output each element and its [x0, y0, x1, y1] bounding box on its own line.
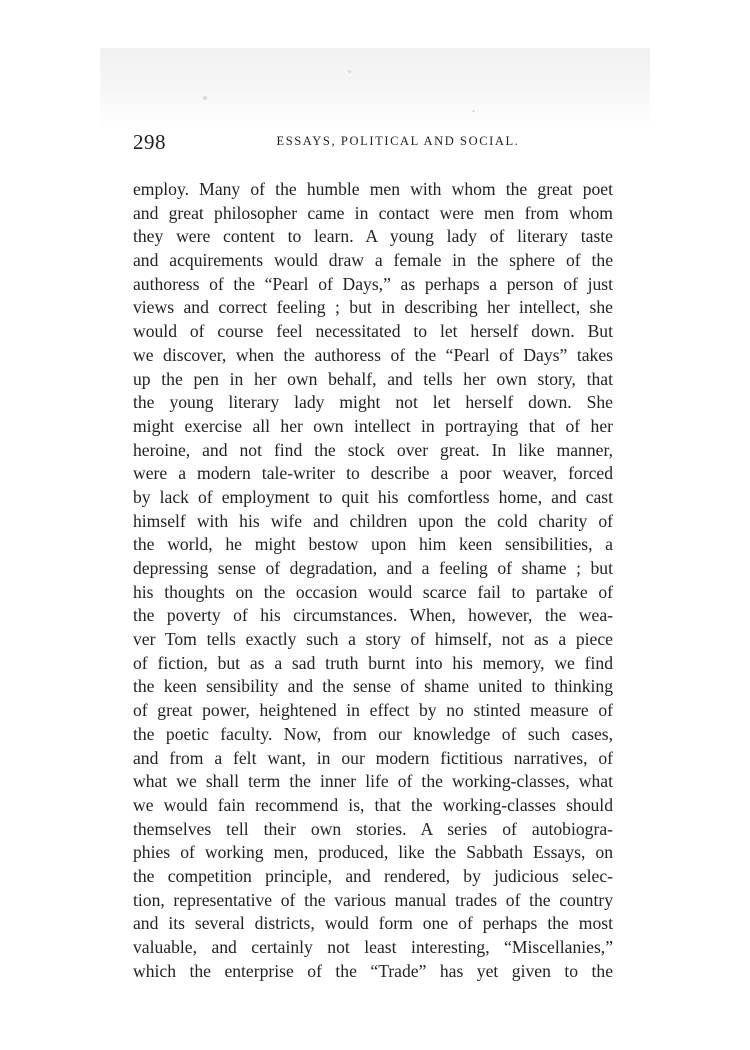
text-line: which the enterprise of the “Trade” has yet given to the [133, 960, 613, 981]
text-line: the poverty of his circumstances. When, however, the wea- [133, 605, 613, 626]
text-line: by lack of employment to quit his comfortless home, and cast [133, 486, 613, 507]
scan-speck [472, 110, 475, 112]
text-line: the poetic faculty. Now, from our knowledge of such cases, [133, 723, 613, 744]
text-line: what we shall term the inner life of the working-classes, what [133, 771, 613, 792]
text-line: might exercise all her own intellect in portraying that of her [133, 415, 613, 436]
scan-shading [100, 48, 650, 130]
text-line: we discover, when the authoress of the “Pearl of Days” takes [133, 344, 613, 365]
text-line: and its several districts, would form one of perhaps the most [133, 913, 613, 934]
text-line: the young literary lady might not let herself down. She [133, 392, 613, 413]
text-line: the competition principle, and rendered, by judicious selec- [133, 865, 613, 886]
text-line: of great power, heightened in effect by no stinted measure of [133, 700, 613, 721]
text-line: tion, representative of the various manual trades of the country [133, 889, 613, 910]
text-line: ver Tom tells exactly such a story of himself, not as a piece [133, 629, 613, 650]
body-text [133, 178, 613, 983]
text-line: authoress of the “Pearl of Days,” as perhaps a person of just [133, 273, 613, 294]
text-line: heroine, and not find the stock over great. In like manner, [133, 439, 613, 460]
text-line: of fiction, but as a sad truth burnt into his memory, we find [133, 652, 613, 673]
text-line: themselves tell their own stories. A series of autobiogra- [133, 818, 613, 839]
text-line: and acquirements would draw a female in the sphere of the [133, 250, 613, 271]
text-line: and great philosopher came in contact were men from whom [133, 202, 613, 223]
text-line: phies of working men, produced, like the Sabbath Essays, on [133, 842, 613, 863]
text-line: would of course feel necessitated to let herself down. But [133, 321, 613, 342]
text-line: valuable, and certainly not least interesting, “Miscellanies,” [133, 937, 613, 957]
text-line: they were content to learn. A young lady of literary taste [133, 226, 613, 247]
running-head [133, 128, 613, 158]
text-line: the keen sensibility and the sense of shame united to thinking [133, 676, 613, 697]
text-line: himself with his wife and children upon the cold charity of [133, 510, 613, 531]
text-line: views and correct feeling ; but in describing her intellect, she [133, 297, 613, 318]
text-line: depressing sense of degradation, and a feeling of shame ; but [133, 558, 613, 578]
text-line: were a modern tale-writer to describe a poor weaver, forced [133, 463, 613, 484]
scan-speck [203, 96, 207, 100]
text-line: and from a felt want, in our modern fictitious narratives, of [133, 747, 613, 768]
text-line: we would fain recommend is, that the working-classes should [133, 794, 613, 815]
text-line: the world, he might bestow upon him keen sensibilities, a [133, 534, 613, 555]
scan-speck [348, 70, 351, 73]
text-line: his thoughts on the occasion would scarce fail to partake of [133, 581, 613, 602]
text-line: up the pen in her own behalf, and tells her own story, that [133, 368, 613, 389]
page-number: 298 [133, 130, 166, 154]
text-line: employ. Many of the humble men with whom the great poet [133, 179, 613, 199]
running-title: ESSAYS, POLITICAL AND SOCIAL. [276, 134, 520, 148]
